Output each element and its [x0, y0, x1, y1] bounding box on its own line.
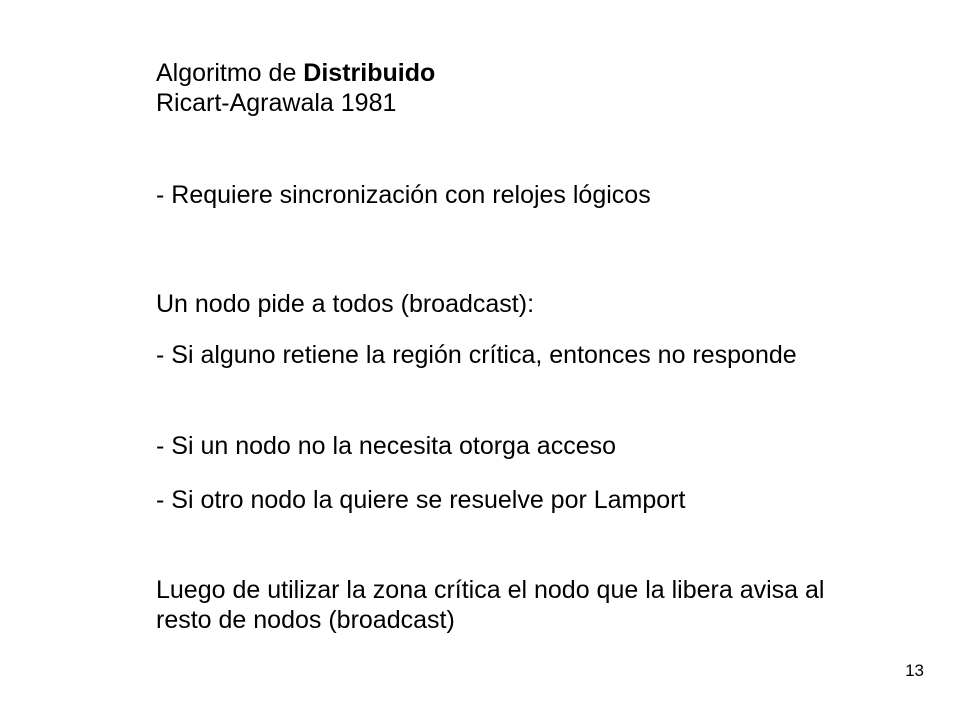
intro-text: Un nodo pide a todos (broadcast):: [156, 290, 535, 318]
title-line: [156, 58, 435, 88]
requirement-text: - Requiere sincronización con relojes lógicos: [156, 181, 651, 209]
bullet-3: - Si otro nodo la quiere se resuelve por Lamport: [156, 486, 686, 514]
bullet-1: - Si alguno retiene la región crítica, entonces no responde: [156, 341, 797, 369]
slide-title: [156, 58, 435, 118]
title-bold-word: Distribuido: [303, 59, 436, 87]
title-prefix: Algoritmo de: [156, 59, 304, 87]
page-number: 13: [905, 661, 924, 680]
slide-subtitle: Ricart-Agrawala 1981: [156, 89, 397, 117]
bullet-2: - Si un nodo no la necesita otorga acceso: [156, 432, 617, 460]
conclusion-text: Luego de utilizar la zona crítica el nodo que la libera avisa al resto de nodos (broadcast): [156, 576, 825, 634]
